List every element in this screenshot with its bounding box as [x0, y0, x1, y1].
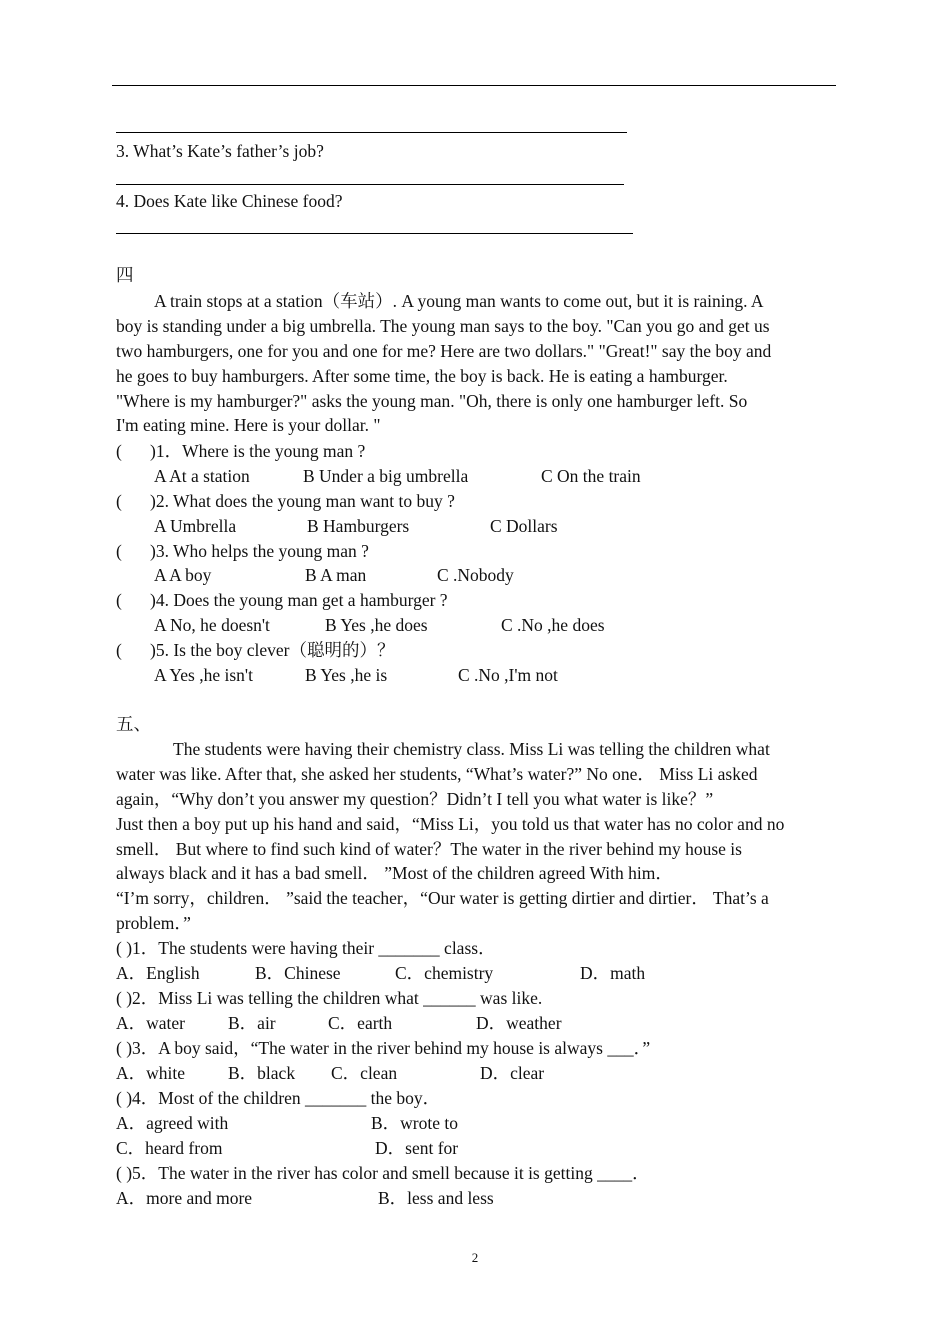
- option-a: A A boy: [154, 565, 212, 585]
- passage-line: "Where is my hamburger?" asks the young man. "Oh, there is only one hamburger left. So: [116, 391, 748, 411]
- passage-line: he goes to buy hamburgers. After some time, the boy is back. He is eating a hamburger.: [116, 366, 728, 386]
- answer-line[interactable]: [116, 233, 633, 234]
- question-stem: )3. Who helps the young man ?: [150, 541, 369, 561]
- option-d: D．clear: [480, 1063, 545, 1083]
- question-stem: )2. What does the young man want to buy ?: [150, 491, 455, 511]
- answer-line[interactable]: [116, 184, 624, 185]
- passage-line: two hamburgers, one for you and one for me? Here are two dollars." "Great!" say the boy and: [116, 341, 772, 361]
- question-3: 3. What’s Kate’s father’s job?: [116, 141, 324, 161]
- option-c: C .No ,I'm not: [458, 665, 558, 685]
- question-stem: ( )5．The water in the river has color and smell because it is getting ____．: [116, 1163, 650, 1183]
- option-c: C．heard from: [116, 1138, 223, 1158]
- header-rule: [112, 85, 836, 86]
- option-b: B A man: [305, 565, 367, 585]
- option-b: B．air: [228, 1013, 276, 1033]
- passage-line: A train stops at a station（车站）. A young man wants to come out, but it is raining. A: [154, 291, 764, 311]
- section-heading: 五、: [116, 714, 151, 734]
- passage-line: water was like. After that, she asked her students, “What’s water?” No one． Miss Li asked: [116, 764, 758, 784]
- option-b: B．Chinese: [255, 963, 341, 983]
- answer-paren[interactable]: (: [116, 441, 122, 461]
- passage-line: always black and it has a bad smell． ”Most of the children agreed With him．: [116, 863, 673, 883]
- option-b: B．wrote to: [371, 1113, 459, 1133]
- option-b: B Yes ,he does: [325, 615, 428, 635]
- passage-line: Just then a boy put up his hand and said，“Miss Li，you told us that water has no color and no: [116, 814, 785, 834]
- question-stem: )1．Where is the young man ?: [150, 441, 366, 461]
- option-a: A．English: [116, 963, 200, 983]
- option-c: C．clean: [331, 1063, 398, 1083]
- option-b: B Hamburgers: [307, 516, 410, 536]
- option-c: C .Nobody: [437, 565, 514, 585]
- passage-line: smell． But where to find such kind of water？The water in the river behind my house is: [116, 839, 742, 859]
- answer-paren[interactable]: (: [116, 590, 122, 610]
- option-d: D．weather: [476, 1013, 562, 1033]
- answer-paren[interactable]: (: [116, 491, 122, 511]
- option-c: C．earth: [328, 1013, 393, 1033]
- question-stem: ( )2．Miss Li was telling the children what ______ was like.: [116, 988, 543, 1008]
- option-b: B．less and less: [378, 1188, 494, 1208]
- option-b: B．black: [228, 1063, 296, 1083]
- passage-line: I'm eating mine. Here is your dollar. ": [116, 415, 381, 435]
- question-stem: )5. Is the boy clever（聪明的）？: [150, 640, 395, 660]
- answer-paren[interactable]: (: [116, 640, 122, 660]
- option-c: C .No ,he does: [501, 615, 605, 635]
- option-a: A．water: [116, 1013, 186, 1033]
- option-a: A Yes ,he isn't: [154, 665, 253, 685]
- question-stem: ( )3．A boy said，“The water in the river behind my house is always ___．”: [116, 1038, 651, 1058]
- option-d: D．math: [580, 963, 646, 983]
- option-a: A Umbrella: [154, 516, 237, 536]
- option-b: B Yes ,he is: [305, 665, 388, 685]
- option-a: A At a station: [154, 466, 250, 486]
- answer-paren[interactable]: (: [116, 541, 122, 561]
- option-a: A．agreed with: [116, 1113, 229, 1133]
- passage-line: The students were having their chemistry class. Miss Li was telling the children what: [173, 739, 770, 759]
- passage-line: problem．”: [116, 913, 191, 933]
- option-c: C On the train: [541, 466, 641, 486]
- section-heading: 四: [116, 265, 134, 285]
- passage-line: “I’m sorry，children． ”said the teacher，“Our water is getting dirtier and dirtier． That’s a: [116, 888, 769, 908]
- question-stem: )4. Does the young man get a hamburger ?: [150, 590, 448, 610]
- option-d: D．sent for: [375, 1138, 459, 1158]
- question-stem: ( )4．Most of the children _______ the boy．: [116, 1088, 441, 1108]
- answer-line[interactable]: [116, 132, 627, 133]
- passage-line: again，“Why don’t you answer my question？Didn’t I tell you what water is like？”: [116, 789, 714, 809]
- option-a: A．white: [116, 1063, 186, 1083]
- option-c: C Dollars: [490, 516, 558, 536]
- option-c: C．chemistry: [395, 963, 494, 983]
- passage-line: boy is standing under a big umbrella. The young man says to the boy. "Can you go and get us: [116, 316, 770, 336]
- option-a: A．more and more: [116, 1188, 253, 1208]
- option-b: B Under a big umbrella: [303, 466, 469, 486]
- page-number: 2: [471, 1250, 479, 1265]
- question-4: 4. Does Kate like Chinese food?: [116, 191, 343, 211]
- option-a: A No, he doesn't: [154, 615, 270, 635]
- question-stem: ( )1．The students were having their _______ class．: [116, 938, 496, 958]
